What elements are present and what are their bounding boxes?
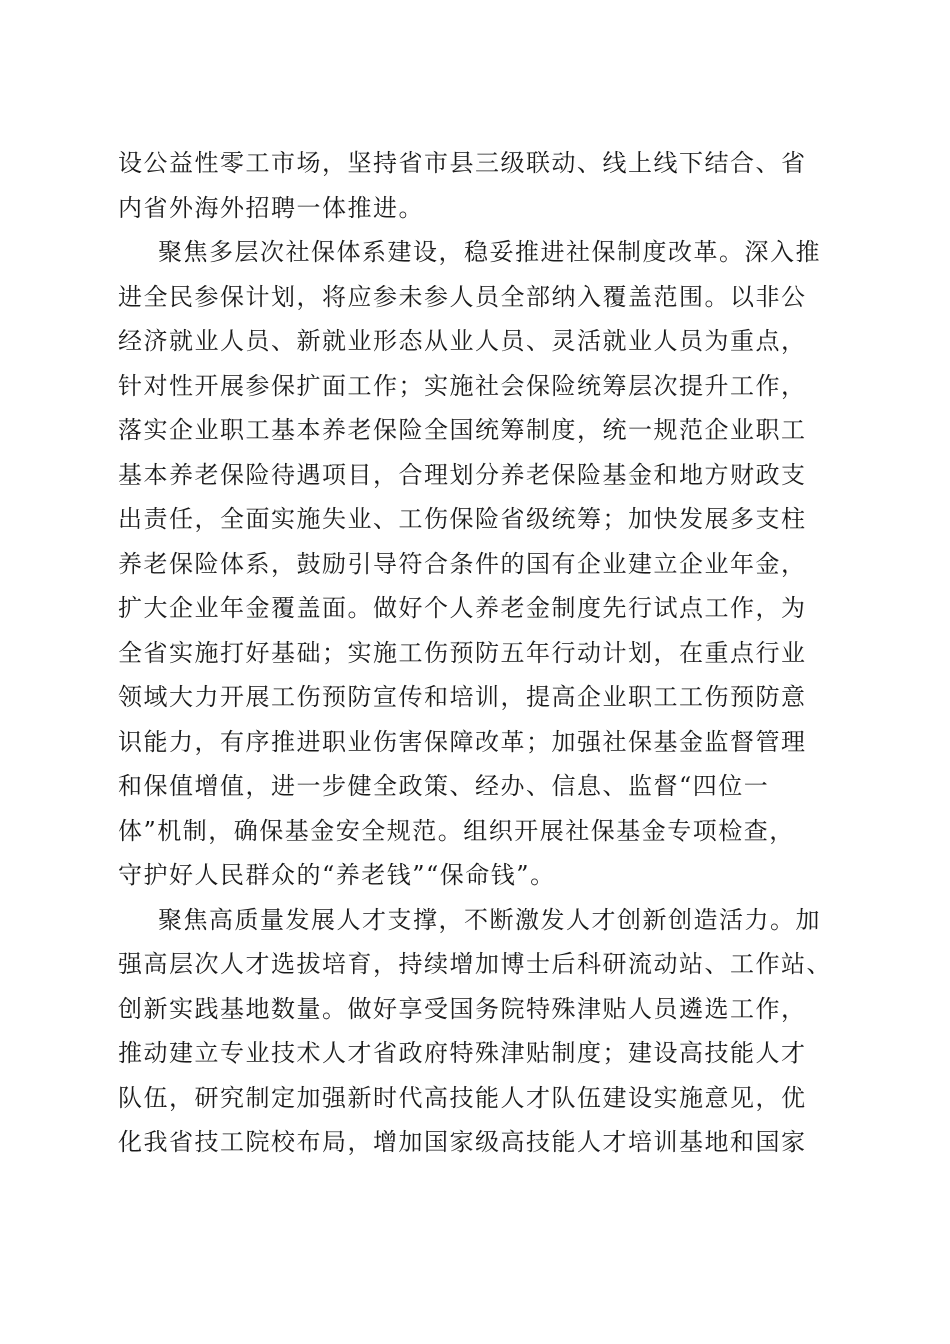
text-line: 扩大企业年金覆盖面。做好个人养老金制度先行试点工作，为	[118, 594, 807, 622]
text-line: 全省实施打好基础；实施工伤预防五年行动计划，在重点行业	[118, 638, 807, 667]
text-line: 强高层次人才选拔培育，持续增加博士后科研流动站、工作站、	[118, 950, 832, 978]
text-line: 推动建立专业技术人才省政府特殊津贴制度；建设高技能人才	[118, 1039, 807, 1067]
text-line: 守护好人民群众的“养老钱”“保命钱”。	[118, 861, 556, 889]
text-line: 进全民参保计划，将应参未参人员全部纳入覆盖范围。以非公	[118, 282, 807, 311]
text-line: 针对性开展参保扩面工作；实施社会保险统筹层次提升工作，	[118, 371, 807, 400]
text-line: 内省外海外招聘一体推进。	[118, 193, 424, 222]
text-line: 识能力，有序推进职业伤害保障改革；加强社保基金监督管理	[118, 727, 807, 756]
text-line: 领域大力开展工伤预防宣传和培训，提高企业职工工伤预防意	[118, 683, 807, 711]
text-line: 养老保险体系，鼓励引导符合条件的国有企业建立企业年金，	[118, 549, 807, 578]
text-line: 落实企业职工基本养老保险全国统筹制度，统一规范企业职工	[118, 416, 807, 444]
text-line: 经济就业人员、新就业形态从业人员、灵活就业人员为重点，	[118, 327, 807, 355]
text-line: 队伍，研究制定加强新时代高技能人才队伍建设实施意见，优	[118, 1083, 807, 1112]
text-line: 创新实践基地数量。做好享受国务院特殊津贴人员遴选工作，	[118, 994, 807, 1023]
text-line: 设公益性零工市场，坚持省市县三级联动、线上线下结合、省	[118, 149, 807, 177]
text-line: 和保值增值，进一步健全政策、经办、信息、监督“四位一	[118, 772, 770, 800]
text-line: 化我省技工院校布局，增加国家级高技能人才培训基地和国家	[118, 1128, 807, 1156]
text-line: 出责任，全面实施失业、工伤保险省级统筹；加快发展多支柱	[118, 505, 807, 533]
paragraph-start-line: 聚焦高质量发展人才支撑，不断激发人才创新创造活力。加	[158, 905, 821, 934]
paragraph-start-line: 聚焦多层次社保体系建设，稳妥推进社保制度改革。深入推	[158, 238, 821, 266]
text-line: 体”机制，确保基金安全规范。组织开展社保基金专项检查，	[118, 816, 795, 845]
body-text	[118, 141, 838, 1165]
text-line: 基本养老保险待遇项目，合理划分养老保险基金和地方财政支	[118, 460, 807, 489]
